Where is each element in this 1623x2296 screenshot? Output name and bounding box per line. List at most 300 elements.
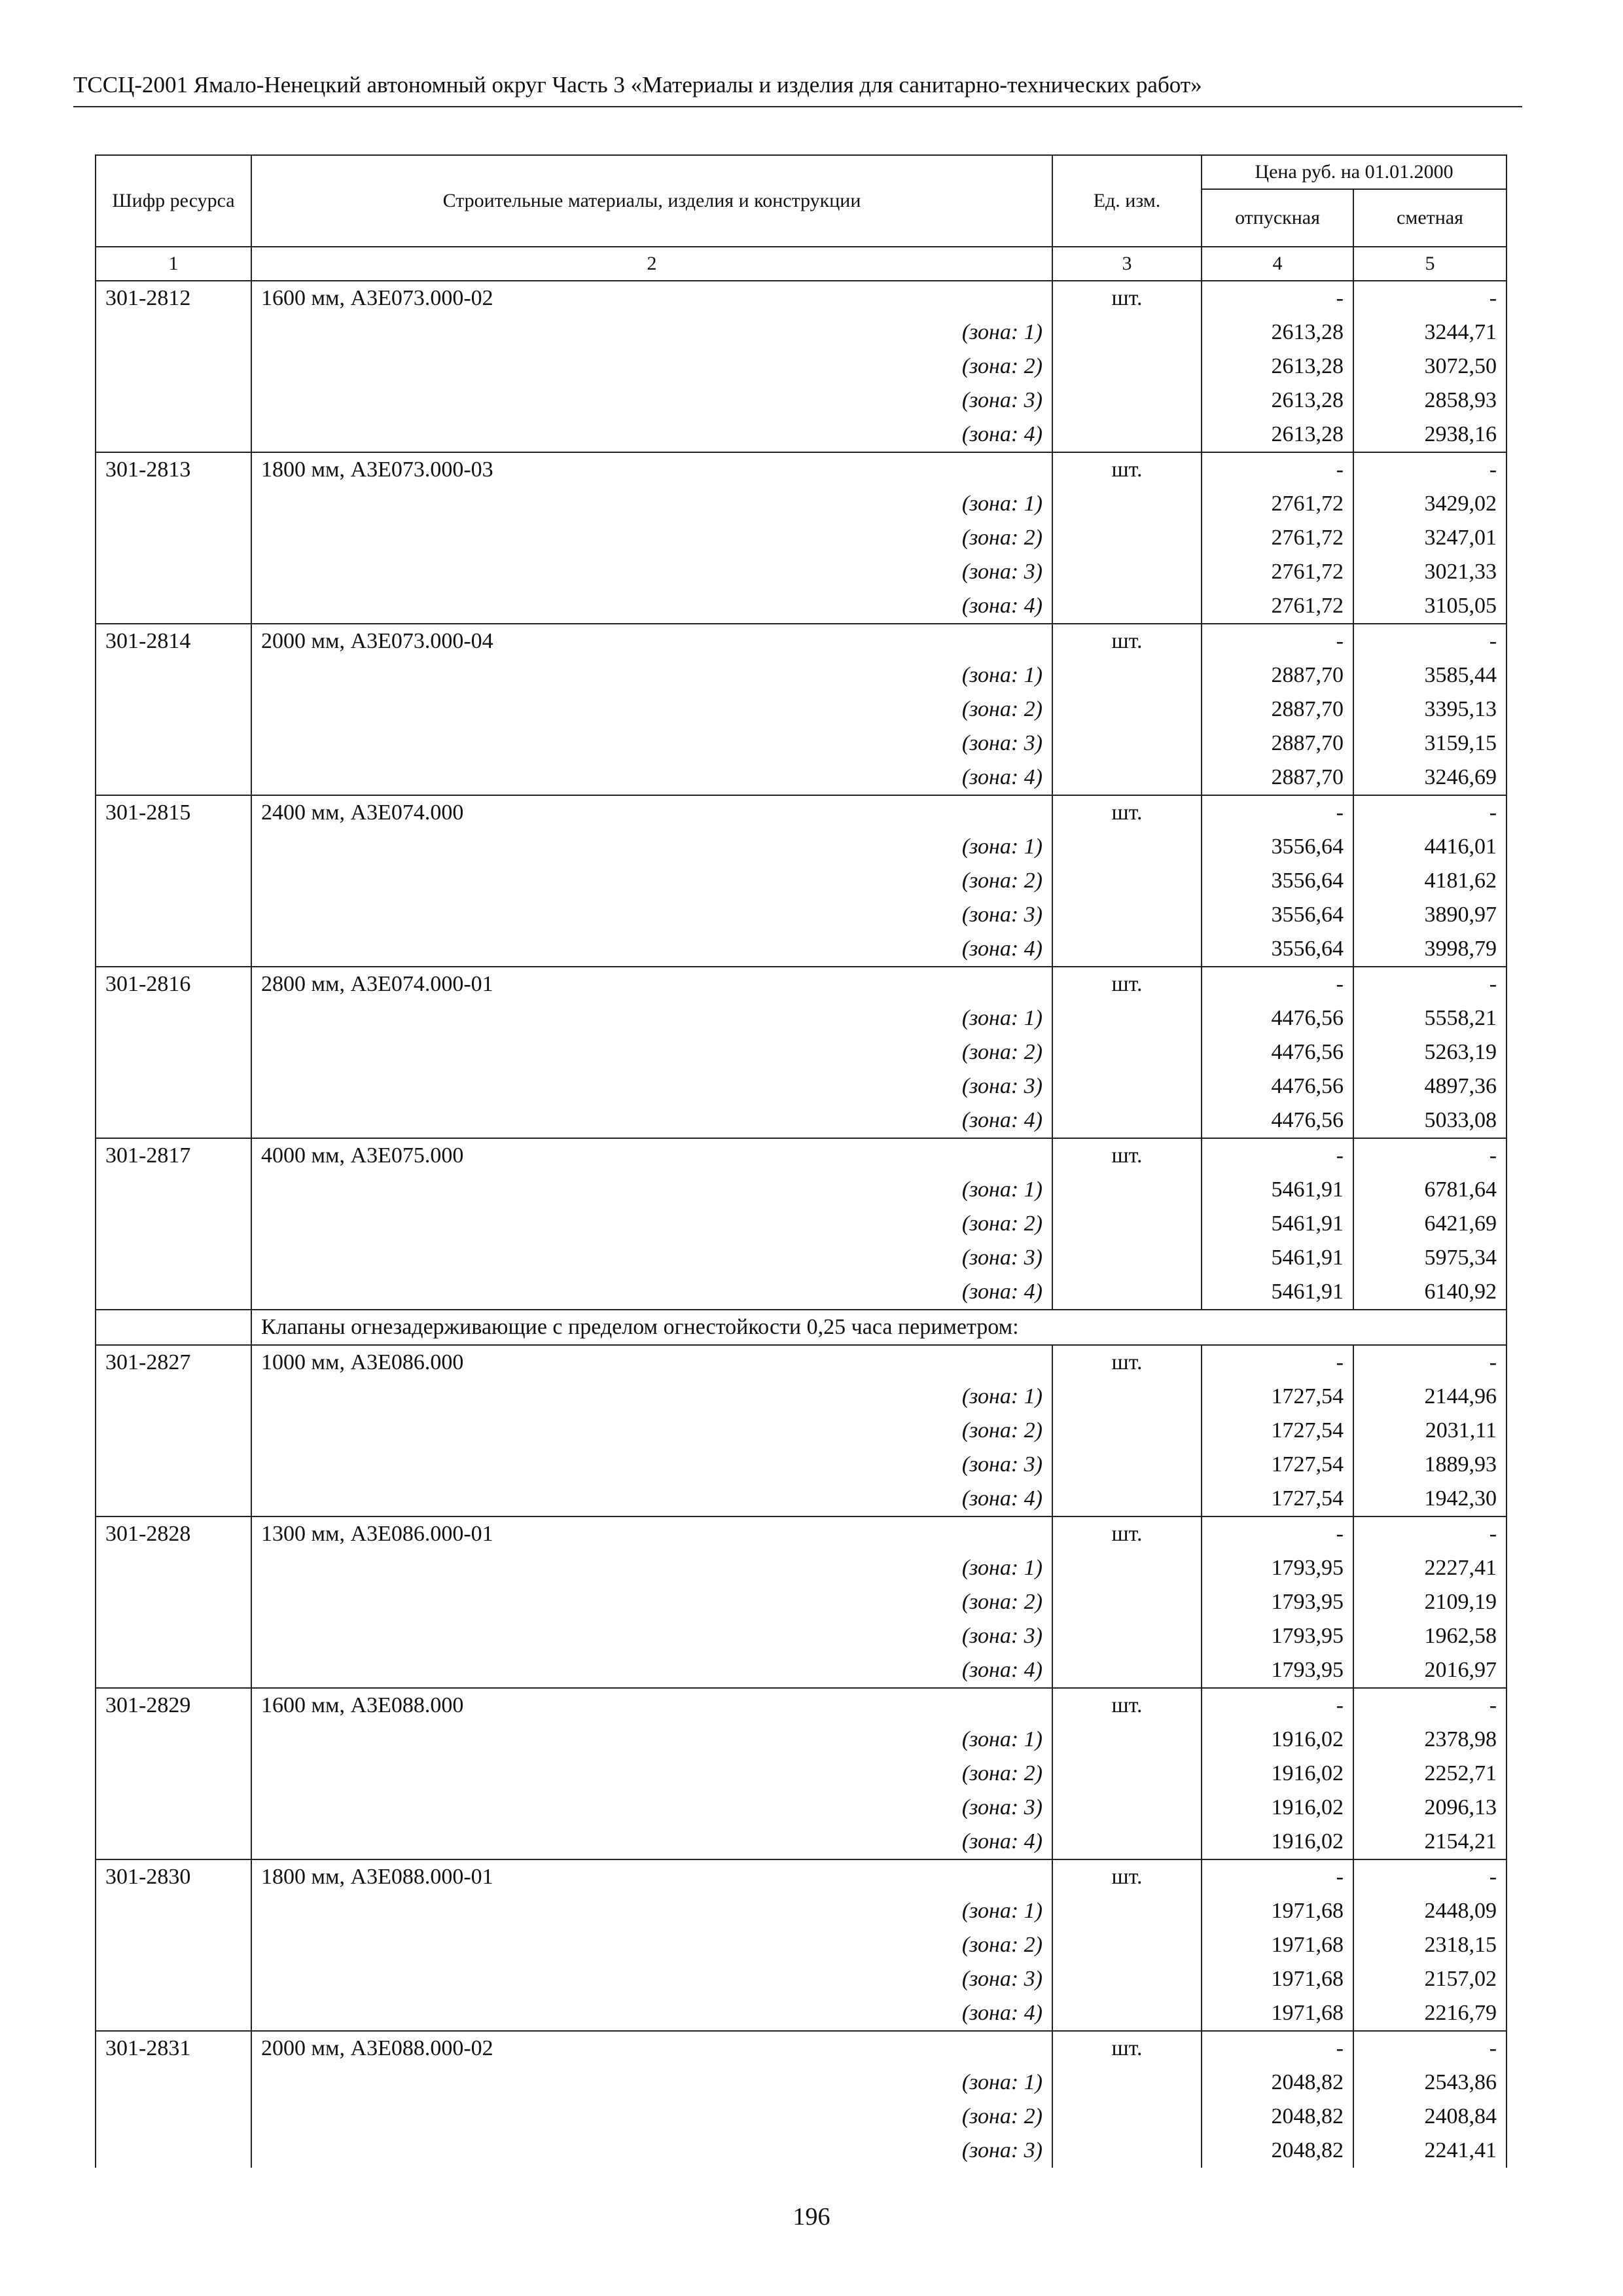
- zone-row: [96, 692, 1507, 726]
- release-price: 5461,91: [1202, 1173, 1353, 1207]
- estimate-price: -: [1353, 967, 1507, 1001]
- zone-label: (зона: 3): [251, 726, 1052, 761]
- empty-code-cell: [96, 384, 251, 418]
- release-price: 2761,72: [1202, 487, 1353, 521]
- empty-code-cell: [96, 726, 251, 761]
- release-price: 1971,68: [1202, 1962, 1353, 1996]
- empty-unit-cell: [1052, 315, 1202, 350]
- zone-label: (зона: 3): [251, 898, 1052, 932]
- empty-unit-cell: [1052, 726, 1202, 761]
- zone-row: [96, 761, 1507, 795]
- release-price: 1727,54: [1202, 1482, 1353, 1516]
- release-price: 2613,28: [1202, 384, 1353, 418]
- resource-code: 301-2812: [96, 281, 251, 315]
- zone-label: (зона: 1): [251, 1173, 1052, 1207]
- release-price: 2887,70: [1202, 726, 1353, 761]
- resource-unit: шт.: [1052, 1516, 1202, 1551]
- estimate-price: 3072,50: [1353, 350, 1507, 384]
- zone-label: (зона: 2): [251, 1757, 1052, 1791]
- empty-code-cell: [96, 1448, 251, 1482]
- resource-unit: шт.: [1052, 1859, 1202, 1894]
- empty-unit-cell: [1052, 2100, 1202, 2134]
- empty-code-cell: [96, 1757, 251, 1791]
- empty-code-cell: [96, 1894, 251, 1928]
- empty-code-cell: [96, 932, 251, 967]
- zone-label: (зона: 1): [251, 315, 1052, 350]
- resource-unit: шт.: [1052, 281, 1202, 315]
- release-price: 2761,72: [1202, 589, 1353, 624]
- zone-label: (зона: 3): [251, 1448, 1052, 1482]
- estimate-price: 5263,19: [1353, 1035, 1507, 1069]
- resource-unit: шт.: [1052, 624, 1202, 658]
- estimate-price: -: [1353, 624, 1507, 658]
- empty-code-cell: [96, 1962, 251, 1996]
- zone-label: (зона: 1): [251, 830, 1052, 864]
- empty-code-cell: [96, 1482, 251, 1516]
- zone-row: [96, 726, 1507, 761]
- estimate-price: 5975,34: [1353, 1241, 1507, 1275]
- zone-row: [96, 418, 1507, 452]
- empty-code-cell: [96, 521, 251, 555]
- estimate-price: 3159,15: [1353, 726, 1507, 761]
- resource-row: [96, 452, 1507, 487]
- empty-code-cell: [96, 1551, 251, 1585]
- resource-row: [96, 1516, 1507, 1551]
- empty-unit-cell: [1052, 1414, 1202, 1448]
- resource-row: [96, 1345, 1507, 1380]
- resource-row: [96, 2031, 1507, 2066]
- col-number-3: 3: [1052, 247, 1202, 281]
- release-price: 2887,70: [1202, 692, 1353, 726]
- empty-code-cell: [96, 761, 251, 795]
- estimate-price: -: [1353, 2031, 1507, 2066]
- empty-unit-cell: [1052, 1551, 1202, 1585]
- estimate-price: 3890,97: [1353, 898, 1507, 932]
- zone-label: (зона: 4): [251, 589, 1052, 624]
- empty-unit-cell: [1052, 1619, 1202, 1653]
- resource-code: 301-2828: [96, 1516, 251, 1551]
- zone-row: [96, 1619, 1507, 1653]
- empty-unit-cell: [1052, 898, 1202, 932]
- resource-unit: шт.: [1052, 795, 1202, 830]
- zone-label: (зона: 1): [251, 1723, 1052, 1757]
- col-header-estimate: сметная: [1353, 189, 1507, 247]
- estimate-price: 5558,21: [1353, 1001, 1507, 1035]
- zone-row: [96, 555, 1507, 589]
- zone-row: [96, 1103, 1507, 1138]
- release-price: 1971,68: [1202, 1996, 1353, 2031]
- release-price: 2048,82: [1202, 2066, 1353, 2100]
- estimate-price: 2448,09: [1353, 1894, 1507, 1928]
- zone-row: [96, 1173, 1507, 1207]
- release-price: 1916,02: [1202, 1825, 1353, 1859]
- empty-unit-cell: [1052, 1035, 1202, 1069]
- estimate-price: 5033,08: [1353, 1103, 1507, 1138]
- zone-row: [96, 1275, 1507, 1310]
- zone-row: [96, 1448, 1507, 1482]
- zone-label: (зона: 1): [251, 2066, 1052, 2100]
- release-price: 1971,68: [1202, 1894, 1353, 1928]
- estimate-price: 2318,15: [1353, 1928, 1507, 1962]
- estimate-price: 2216,79: [1353, 1996, 1507, 2031]
- release-price: -: [1202, 1688, 1353, 1723]
- empty-code-cell: [96, 1414, 251, 1448]
- resource-unit: шт.: [1052, 1138, 1202, 1173]
- estimate-price: 3395,13: [1353, 692, 1507, 726]
- release-price: 1793,95: [1202, 1619, 1353, 1653]
- col-header-unit: Ед. изм.: [1052, 155, 1202, 247]
- zone-row: [96, 898, 1507, 932]
- empty-code-cell: [96, 418, 251, 452]
- col-number-5: 5: [1353, 247, 1507, 281]
- empty-code-cell: [96, 1069, 251, 1103]
- zone-row: [96, 1962, 1507, 1996]
- release-price: 2048,82: [1202, 2100, 1353, 2134]
- release-price: -: [1202, 281, 1353, 315]
- resource-code: 301-2814: [96, 624, 251, 658]
- zone-label: (зона: 4): [251, 761, 1052, 795]
- empty-unit-cell: [1052, 932, 1202, 967]
- resource-unit: шт.: [1052, 452, 1202, 487]
- zone-label: (зона: 2): [251, 2100, 1052, 2134]
- estimate-price: 2227,41: [1353, 1551, 1507, 1585]
- release-price: 1916,02: [1202, 1723, 1353, 1757]
- zone-row: [96, 384, 1507, 418]
- zone-label: (зона: 4): [251, 1103, 1052, 1138]
- resource-row: [96, 1859, 1507, 1894]
- resource-unit: шт.: [1052, 1345, 1202, 1380]
- estimate-price: 3246,69: [1353, 761, 1507, 795]
- release-price: -: [1202, 795, 1353, 830]
- empty-code-cell: [96, 487, 251, 521]
- release-price: 4476,56: [1202, 1001, 1353, 1035]
- empty-code-cell: [96, 1035, 251, 1069]
- resource-code: 301-2815: [96, 795, 251, 830]
- resource-name: 2000 мм, А3Е088.000-02: [251, 2031, 1052, 2066]
- empty-unit-cell: [1052, 658, 1202, 692]
- release-price: 4476,56: [1202, 1035, 1353, 1069]
- empty-code-cell: [96, 1653, 251, 1688]
- estimate-price: 2031,11: [1353, 1414, 1507, 1448]
- release-price: 3556,64: [1202, 864, 1353, 898]
- resource-row: [96, 795, 1507, 830]
- estimate-price: 6781,64: [1353, 1173, 1507, 1207]
- release-price: -: [1202, 1859, 1353, 1894]
- estimate-price: 2016,97: [1353, 1653, 1507, 1688]
- estimate-price: 2938,16: [1353, 418, 1507, 452]
- estimate-price: 2858,93: [1353, 384, 1507, 418]
- zone-label: (зона: 4): [251, 1482, 1052, 1516]
- zone-row: [96, 2134, 1507, 2168]
- resource-name: 2800 мм, А3Е074.000-01: [251, 967, 1052, 1001]
- empty-code-cell: [96, 1585, 251, 1619]
- estimate-price: -: [1353, 1516, 1507, 1551]
- empty-code-cell: [96, 1275, 251, 1310]
- zone-row: [96, 1894, 1507, 1928]
- zone-label: (зона: 4): [251, 418, 1052, 452]
- empty-code-cell: [96, 864, 251, 898]
- empty-code-cell: [96, 898, 251, 932]
- estimate-price: -: [1353, 281, 1507, 315]
- estimate-price: 2154,21: [1353, 1825, 1507, 1859]
- empty-unit-cell: [1052, 1996, 1202, 2031]
- estimate-price: 3247,01: [1353, 521, 1507, 555]
- empty-code-cell: [96, 1103, 251, 1138]
- estimate-price: 3998,79: [1353, 932, 1507, 967]
- table-body: [96, 281, 1507, 2168]
- empty-code-cell: [96, 830, 251, 864]
- zone-label: (зона: 3): [251, 555, 1052, 589]
- estimate-price: 4416,01: [1353, 830, 1507, 864]
- estimate-price: 3105,05: [1353, 589, 1507, 624]
- resource-unit: шт.: [1052, 2031, 1202, 2066]
- empty-unit-cell: [1052, 1001, 1202, 1035]
- resource-row: [96, 1138, 1507, 1173]
- empty-code-cell: [96, 2100, 251, 2134]
- resource-unit: шт.: [1052, 1688, 1202, 1723]
- zone-label: (зона: 3): [251, 1069, 1052, 1103]
- empty-code-cell: [96, 2134, 251, 2168]
- empty-code-cell: [96, 1791, 251, 1825]
- resource-code: 301-2827: [96, 1345, 251, 1380]
- zone-row: [96, 1825, 1507, 1859]
- zone-row: [96, 350, 1507, 384]
- empty-code-cell: [96, 1619, 251, 1653]
- empty-unit-cell: [1052, 555, 1202, 589]
- release-price: 2613,28: [1202, 350, 1353, 384]
- zone-row: [96, 2100, 1507, 2134]
- zone-label: (зона: 3): [251, 1619, 1052, 1653]
- estimate-price: -: [1353, 795, 1507, 830]
- estimate-price: -: [1353, 452, 1507, 487]
- release-price: 5461,91: [1202, 1275, 1353, 1310]
- release-price: 1971,68: [1202, 1928, 1353, 1962]
- empty-unit-cell: [1052, 1069, 1202, 1103]
- empty-unit-cell: [1052, 350, 1202, 384]
- section-row: [96, 1310, 1507, 1345]
- zone-label: (зона: 4): [251, 1653, 1052, 1688]
- section-heading: Клапаны огнезадерживающие с пределом огнестойкости 0,25 часа периметром:: [251, 1310, 1507, 1345]
- zone-row: [96, 315, 1507, 350]
- zone-row: [96, 1791, 1507, 1825]
- resource-code: 301-2816: [96, 967, 251, 1001]
- zone-row: [96, 1551, 1507, 1585]
- zone-row: [96, 1482, 1507, 1516]
- empty-unit-cell: [1052, 487, 1202, 521]
- zone-row: [96, 1380, 1507, 1414]
- col-header-code: Шифр ресурса: [96, 155, 251, 247]
- zone-label: (зона: 4): [251, 932, 1052, 967]
- zone-label: (зона: 2): [251, 521, 1052, 555]
- release-price: -: [1202, 1345, 1353, 1380]
- empty-unit-cell: [1052, 1380, 1202, 1414]
- zone-label: (зона: 3): [251, 2134, 1052, 2168]
- empty-unit-cell: [1052, 761, 1202, 795]
- col-number-4: 4: [1202, 247, 1353, 281]
- estimate-price: 2543,86: [1353, 2066, 1507, 2100]
- resource-row: [96, 967, 1507, 1001]
- estimate-price: -: [1353, 1859, 1507, 1894]
- estimate-price: 2252,71: [1353, 1757, 1507, 1791]
- release-price: 4476,56: [1202, 1069, 1353, 1103]
- zone-label: (зона: 3): [251, 1962, 1052, 1996]
- estimate-price: 1889,93: [1353, 1448, 1507, 1482]
- zone-row: [96, 830, 1507, 864]
- empty-unit-cell: [1052, 1723, 1202, 1757]
- release-price: 1916,02: [1202, 1757, 1353, 1791]
- estimate-price: -: [1353, 1138, 1507, 1173]
- release-price: 1793,95: [1202, 1551, 1353, 1585]
- zone-row: [96, 1653, 1507, 1688]
- estimate-price: 6140,92: [1353, 1275, 1507, 1310]
- estimate-price: 2157,02: [1353, 1962, 1507, 1996]
- zone-row: [96, 589, 1507, 624]
- resource-code: 301-2831: [96, 2031, 251, 2066]
- empty-unit-cell: [1052, 1791, 1202, 1825]
- zone-row: [96, 932, 1507, 967]
- empty-code-cell: [96, 1207, 251, 1241]
- header-rule: [73, 106, 1522, 107]
- release-price: 2761,72: [1202, 521, 1353, 555]
- resource-row: [96, 281, 1507, 315]
- zone-row: [96, 1035, 1507, 1069]
- zone-label: (зона: 2): [251, 1207, 1052, 1241]
- zone-row: [96, 1414, 1507, 1448]
- price-table: [95, 154, 1507, 2168]
- empty-code-cell: [96, 2066, 251, 2100]
- empty-code-cell: [96, 350, 251, 384]
- empty-code-cell: [96, 1001, 251, 1035]
- resource-name: 1800 мм, А3Е073.000-03: [251, 452, 1052, 487]
- empty-unit-cell: [1052, 1894, 1202, 1928]
- release-price: 1727,54: [1202, 1380, 1353, 1414]
- zone-label: (зона: 2): [251, 1928, 1052, 1962]
- empty-unit-cell: [1052, 830, 1202, 864]
- zone-row: [96, 1241, 1507, 1275]
- resource-name: 2000 мм, А3Е073.000-04: [251, 624, 1052, 658]
- empty-unit-cell: [1052, 1448, 1202, 1482]
- resource-name: 4000 мм, А3Е075.000: [251, 1138, 1052, 1173]
- resource-row: [96, 624, 1507, 658]
- empty-code-cell: [96, 315, 251, 350]
- release-price: 2887,70: [1202, 658, 1353, 692]
- estimate-price: 4181,62: [1353, 864, 1507, 898]
- zone-label: (зона: 4): [251, 1275, 1052, 1310]
- release-price: -: [1202, 1138, 1353, 1173]
- empty-unit-cell: [1052, 1653, 1202, 1688]
- zone-label: (зона: 4): [251, 1996, 1052, 2031]
- zone-label: (зона: 2): [251, 1414, 1052, 1448]
- zone-row: [96, 521, 1507, 555]
- empty-code-cell: [96, 1173, 251, 1207]
- empty-unit-cell: [1052, 1928, 1202, 1962]
- col-number-1: 1: [96, 247, 251, 281]
- estimate-price: 2096,13: [1353, 1791, 1507, 1825]
- release-price: 2048,82: [1202, 2134, 1353, 2168]
- empty-code-cell: [96, 1310, 251, 1345]
- release-price: -: [1202, 2031, 1353, 2066]
- empty-code-cell: [96, 1996, 251, 2031]
- empty-unit-cell: [1052, 692, 1202, 726]
- zone-label: (зона: 2): [251, 692, 1052, 726]
- release-price: 1793,95: [1202, 1653, 1353, 1688]
- empty-code-cell: [96, 1241, 251, 1275]
- resource-name: 1600 мм, А3Е073.000-02: [251, 281, 1052, 315]
- zone-label: (зона: 3): [251, 1791, 1052, 1825]
- zone-label: (зона: 2): [251, 864, 1052, 898]
- zone-row: [96, 1928, 1507, 1962]
- col-header-release: отпускная: [1202, 189, 1353, 247]
- empty-code-cell: [96, 1928, 251, 1962]
- empty-unit-cell: [1052, 1962, 1202, 1996]
- empty-unit-cell: [1052, 1173, 1202, 1207]
- zone-row: [96, 658, 1507, 692]
- document-header: ТССЦ-2001 Ямало-Ненецкий автономный округ Часть 3 «Материалы и изделия для санитарно-технических работ»: [73, 72, 1202, 98]
- empty-code-cell: [96, 1380, 251, 1414]
- empty-unit-cell: [1052, 1825, 1202, 1859]
- empty-unit-cell: [1052, 521, 1202, 555]
- col-header-price-group: Цена руб. на 01.01.2000: [1202, 155, 1507, 189]
- resource-name: 1600 мм, А3Е088.000: [251, 1688, 1052, 1723]
- estimate-price: -: [1353, 1345, 1507, 1380]
- estimate-price: 2241,41: [1353, 2134, 1507, 2168]
- estimate-price: -: [1353, 1688, 1507, 1723]
- zone-row: [96, 1001, 1507, 1035]
- release-price: 5461,91: [1202, 1207, 1353, 1241]
- empty-code-cell: [96, 1825, 251, 1859]
- estimate-price: 3585,44: [1353, 658, 1507, 692]
- estimate-price: 3429,02: [1353, 487, 1507, 521]
- release-price: 3556,64: [1202, 830, 1353, 864]
- release-price: -: [1202, 452, 1353, 487]
- resource-row: [96, 1688, 1507, 1723]
- empty-unit-cell: [1052, 1103, 1202, 1138]
- release-price: 2887,70: [1202, 761, 1353, 795]
- release-price: 1916,02: [1202, 1791, 1353, 1825]
- empty-code-cell: [96, 555, 251, 589]
- zone-row: [96, 1723, 1507, 1757]
- empty-unit-cell: [1052, 2066, 1202, 2100]
- zone-row: [96, 487, 1507, 521]
- estimate-price: 3021,33: [1353, 555, 1507, 589]
- col-number-2: 2: [251, 247, 1052, 281]
- estimate-price: 3244,71: [1353, 315, 1507, 350]
- zone-label: (зона: 3): [251, 1241, 1052, 1275]
- estimate-price: 1962,58: [1353, 1619, 1507, 1653]
- zone-label: (зона: 2): [251, 1035, 1052, 1069]
- empty-unit-cell: [1052, 1241, 1202, 1275]
- empty-unit-cell: [1052, 589, 1202, 624]
- zone-row: [96, 1069, 1507, 1103]
- zone-row: [96, 864, 1507, 898]
- resource-unit: шт.: [1052, 967, 1202, 1001]
- empty-code-cell: [96, 1723, 251, 1757]
- estimate-price: 1942,30: [1353, 1482, 1507, 1516]
- empty-unit-cell: [1052, 1207, 1202, 1241]
- empty-unit-cell: [1052, 1757, 1202, 1791]
- empty-code-cell: [96, 589, 251, 624]
- empty-unit-cell: [1052, 1482, 1202, 1516]
- resource-name: 1800 мм, А3Е088.000-01: [251, 1859, 1052, 1894]
- release-price: -: [1202, 624, 1353, 658]
- empty-unit-cell: [1052, 1585, 1202, 1619]
- release-price: 5461,91: [1202, 1241, 1353, 1275]
- empty-unit-cell: [1052, 1275, 1202, 1310]
- resource-name: 1300 мм, А3Е086.000-01: [251, 1516, 1052, 1551]
- resource-code: 301-2829: [96, 1688, 251, 1723]
- empty-code-cell: [96, 692, 251, 726]
- release-price: 3556,64: [1202, 898, 1353, 932]
